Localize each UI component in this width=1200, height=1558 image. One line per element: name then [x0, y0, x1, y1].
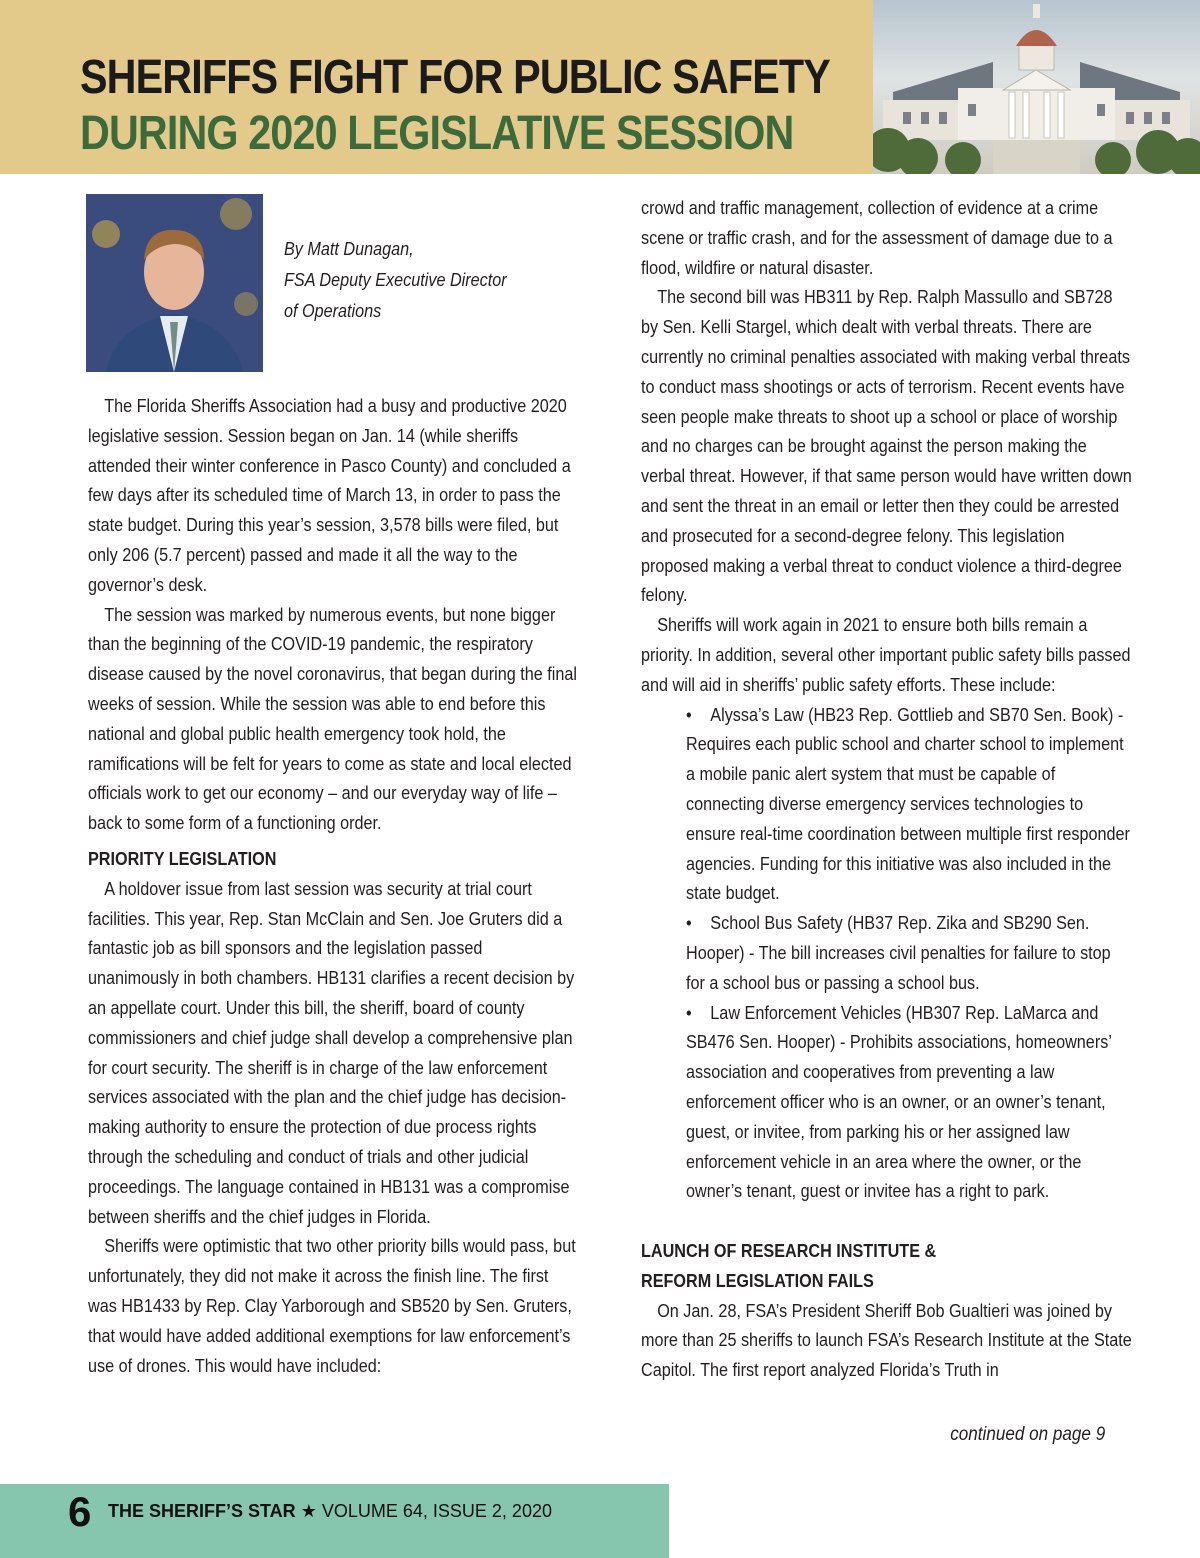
paragraph: The Florida Sheriffs Association had a busy and productive 2020 legislative session. Session began on Jan. 14 (while sheriffs attended their winter conference in Pasco County) and concluded a few days after its scheduled time of March 13, in order to pass the state budget. During this year’s session, 3,578 bills were filed, but only 206 (5.7 percent) passed and made it all the way to the governor’s desk.: [88, 396, 571, 595]
paragraph: The second bill was HB311 by Rep. Ralph Massullo and SB728 by Sen. Kelli Stargel, which dealt with verbal threats. There are currently no criminal penalties associated with making verbal threats to conduct mass shootings or acts of terrorism. Recent events have seen people make threats to shoot up a school or place of worship and no charges can be brought against the person making the verbal threat. However, if that same person would have written down and sent the threat in an email or letter then they could be arrested and prosecuted for a second-degree felony. This legislation proposed making a verbal threat to conduct violence a third-degree felony.: [641, 287, 1132, 606]
section-heading: [641, 1237, 1132, 1297]
bullet-icon: •: [686, 1002, 692, 1023]
heading-line: LAUNCH OF RESEARCH INSTITUTE &: [641, 1241, 937, 1262]
right-column: [641, 194, 1133, 1386]
footer-publication: [108, 1501, 552, 1522]
heading-line: REFORM LEGISLATION FAILS: [641, 1270, 874, 1291]
capitol-illustration: [873, 0, 1200, 174]
issue-info: VOLUME 64, ISSUE 2, 2020: [321, 1501, 552, 1521]
bullet-text: School Bus Safety (HB37 Rep. Zika and SB290 Sen. Hooper) - The bill increases civil penalties for failure to stop for a school bus or passing a school bus.: [686, 913, 1111, 993]
list-item-text: [686, 701, 1133, 910]
paragraph: A holdover issue from last session was security at trial court facilities. This year, Rep. Stan McClain and Sen. Joe Gruters did a fantastic job as bill sponsors and the legislation passed unanimously in both chambers. HB131 clarifies a recent decision by an appellate court. Under this bill, the sheriff, board of county commissioners and chief judge shall develop a comprehensive plan for court security. The sheriff is in charge of the law enforcement services associated with the plan and the chief judge has decision-making authority to ensure the protection of due process rights through the scheduling and conduct of trials and other judicial proceedings. The language contained in HB131 was a compromise between sheriffs and the chief judges in Florida.: [88, 878, 575, 1227]
bullet-text: Alyssa’s Law (HB23 Rep. Gottlieb and SB70 Sen. Book) - Requires each public school and charter school to implement a mobile panic alert system that must be capable of connecting diverse emergency services technologies to ensure real-time coordination between multiple first responder agencies. Funding for this initiative was also included in the state budget.: [686, 704, 1130, 904]
bullet-icon: •: [686, 704, 692, 725]
left-column: [88, 392, 578, 1381]
section-heading: PRIORITY LEGISLATION: [88, 848, 277, 869]
paragraph: crowd and traffic management, collection of evidence at a crime scene or traffic crash, and for the assessment of damage due to a flood, wildfire or natural disaster.: [641, 198, 1113, 278]
paragraph: The session was marked by numerous events, but none bigger than the beginning of the COVID-19 pandemic, the respiratory disease caused by the novel coronavirus, that began during the final weeks of session. While the session was able to end before this national and global public health emergency took hold, the ramifications will be felt for years to come as state and local elected officials work to get our economy – and our everyday way of life – back to some form of a functioning order.: [88, 604, 578, 834]
author-photo: [86, 194, 263, 372]
byline: [284, 234, 518, 327]
paragraph: Sheriffs were optimistic that two other priority bills would pass, but unfortunately, they did not make it across the finish line. The first was HB1433 by Rep. Clay Yarborough and SB520 by Sen. Gruters, that would have added additional exemptions for law enforcement’s use of drones. This would have included:: [88, 1236, 576, 1376]
list-item-text: [686, 999, 1133, 1208]
star-icon: ★: [300, 1501, 317, 1521]
paragraph: Sheriffs will work again in 2021 to ensure both bills remain a priority. In addition, several other important public safety bills passed and will aid in sheriffs’ public safety efforts. These include:: [641, 615, 1131, 695]
bullet-text: Law Enforcement Vehicles (HB307 Rep. LaMarca and SB476 Sen. Hooper) - Prohibits associations, homeowners’ association and cooperatives from preventing a law enforcement officer who is an owner, or an owner’s tenant, guest, or invitee, from parking his or her assigned law enforcement vehicle in an area where the owner, or the owner’s tenant, guest or invitee has a right to park.: [686, 1002, 1112, 1202]
list-item-text: [686, 909, 1133, 998]
publication-name: THE SHERIFF’S STAR: [108, 1501, 296, 1521]
bullet-list: [641, 701, 1133, 1208]
headline-line-2: DURING 2020 LEGISLATIVE SESSION: [80, 107, 794, 160]
list-item: [686, 999, 1133, 1208]
author-portrait: [86, 194, 263, 372]
list-item: [686, 701, 1133, 910]
continued-note: continued on page 9: [950, 1424, 1105, 1445]
list-item: [686, 909, 1133, 998]
bullet-icon: •: [686, 913, 692, 934]
byline-title: FSA Deputy Executive Director: [284, 270, 507, 290]
page-number: 6: [68, 1488, 92, 1535]
byline-author: By Matt Dunagan,: [284, 239, 414, 259]
headline: [80, 50, 870, 162]
capitol-building-photo: [873, 0, 1200, 174]
byline-title-cont: of Operations: [284, 301, 382, 321]
headline-line-1: SHERIFFS FIGHT FOR PUBLIC SAFETY: [80, 51, 830, 104]
paragraph: On Jan. 28, FSA’s President Sheriff Bob Gualtieri was joined by more than 25 sheriffs to launch FSA’s Research Institute at the State Capitol. The first report analyzed Florida’s Truth in: [641, 1300, 1132, 1381]
